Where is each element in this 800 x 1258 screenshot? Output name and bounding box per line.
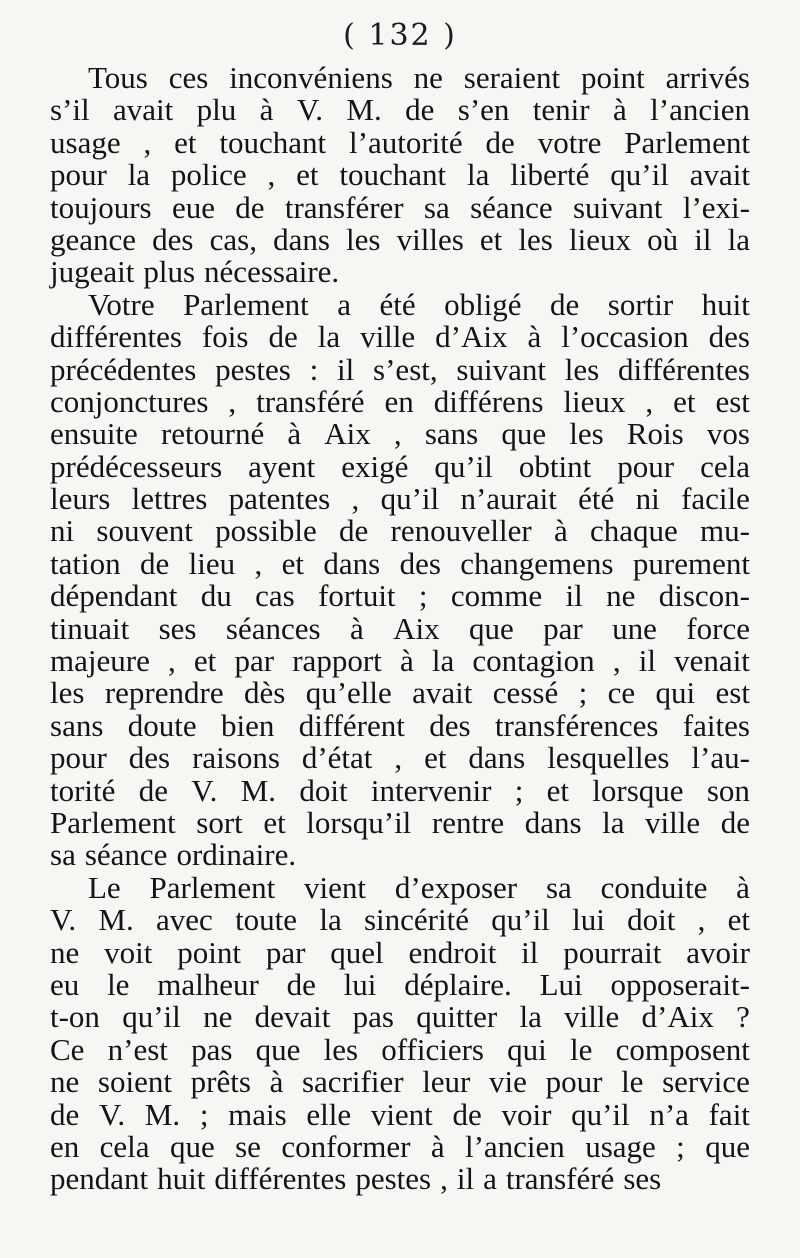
- text-line: pour des raisons d’état , et dans lesquelles l’au-: [50, 740, 750, 776]
- text-line: prédécesseurs ayent exigé qu’il obtint pour cela: [50, 448, 750, 484]
- text-line: différentes fois de la ville d’Aix à l’occasion des: [50, 319, 750, 355]
- text-line: s’il avait plu à V. M. de s’en tenir à l’ancien: [50, 92, 750, 128]
- text-line: usage , et touchant l’autorité de votre Parlement: [50, 124, 750, 160]
- text-line: t-on qu’il ne devait pas quitter la ville d’Aix ?: [50, 999, 750, 1035]
- text-line: V. M. avec toute la sincérité qu’il lui doit , et: [50, 902, 750, 938]
- text-line: Votre Parlement a été obligé de sortir huit: [88, 286, 750, 322]
- text-line: pour la police , et touchant la liberté qu’il avait: [50, 157, 750, 193]
- paragraph: [50, 62, 750, 289]
- text-line: ensuite retourné à Aix , sans que les Rois vos: [50, 416, 750, 452]
- text-line: conjonctures , transféré en différens lieux , et est: [50, 383, 750, 419]
- page-number: ( 132 ): [343, 18, 457, 53]
- text-line: tinuait ses séances à Aix que par une force: [50, 610, 750, 646]
- text-line: ni souvent possible de renouveller à chaque mu-: [50, 513, 750, 549]
- text-line: Ce n’est pas que les officiers qui le composent: [50, 1031, 750, 1067]
- text-line: sa séance ordinaire.: [50, 837, 297, 873]
- text-line: Tous ces inconvéniens ne seraient point arrivés: [88, 60, 750, 95]
- paragraph: [50, 286, 750, 873]
- text-line: dépendant du cas fortuit ; comme il ne discon-: [50, 578, 750, 614]
- text-line: sans doute bien différent des transférences faites: [50, 707, 750, 743]
- text-line: les reprendre dès qu’elle avait cessé ; ce qui est: [50, 675, 750, 711]
- text-line: jugeait plus nécessaire.: [50, 254, 340, 290]
- text-line: ne voit point par quel endroit il pourrait avoir: [50, 934, 750, 970]
- text-line: de V. M. ; mais elle vient de voir qu’il n’a fait: [50, 1096, 750, 1132]
- text-line: majeure , et par rapport à la contagion , il venait: [50, 643, 750, 679]
- text-line: eu le malheur de lui déplaire. Lui opposerait-: [50, 966, 750, 1002]
- text-line: toujours eue de transférer sa séance suivant l’exi-: [50, 189, 750, 225]
- text-line: ne soient prêts à sacrifier leur vie pour le service: [50, 1064, 750, 1100]
- text-line: leurs lettres patentes , qu’il n’aurait été ni facile: [50, 481, 750, 517]
- text-line: Le Parlement vient d’exposer sa conduite à: [88, 869, 750, 905]
- text-line: en cela que se conformer à l’ancien usage ; que: [50, 1128, 750, 1164]
- text-line: geance des cas, dans les villes et les lieux où il la: [50, 221, 750, 257]
- text-body: [50, 62, 750, 1196]
- text-line: précédentes pestes : il s’est, suivant les différentes: [50, 351, 750, 387]
- text-line: pendant huit différentes pestes , il a transféré ses: [50, 1161, 662, 1197]
- text-line: Parlement sort et lorsqu’il rentre dans la ville de: [50, 804, 750, 840]
- paragraph: [50, 869, 750, 1197]
- text-line: tation de lieu , et dans des changemens purement: [50, 545, 750, 581]
- text-line: torité de V. M. doit intervenir ; et lorsque son: [50, 772, 750, 808]
